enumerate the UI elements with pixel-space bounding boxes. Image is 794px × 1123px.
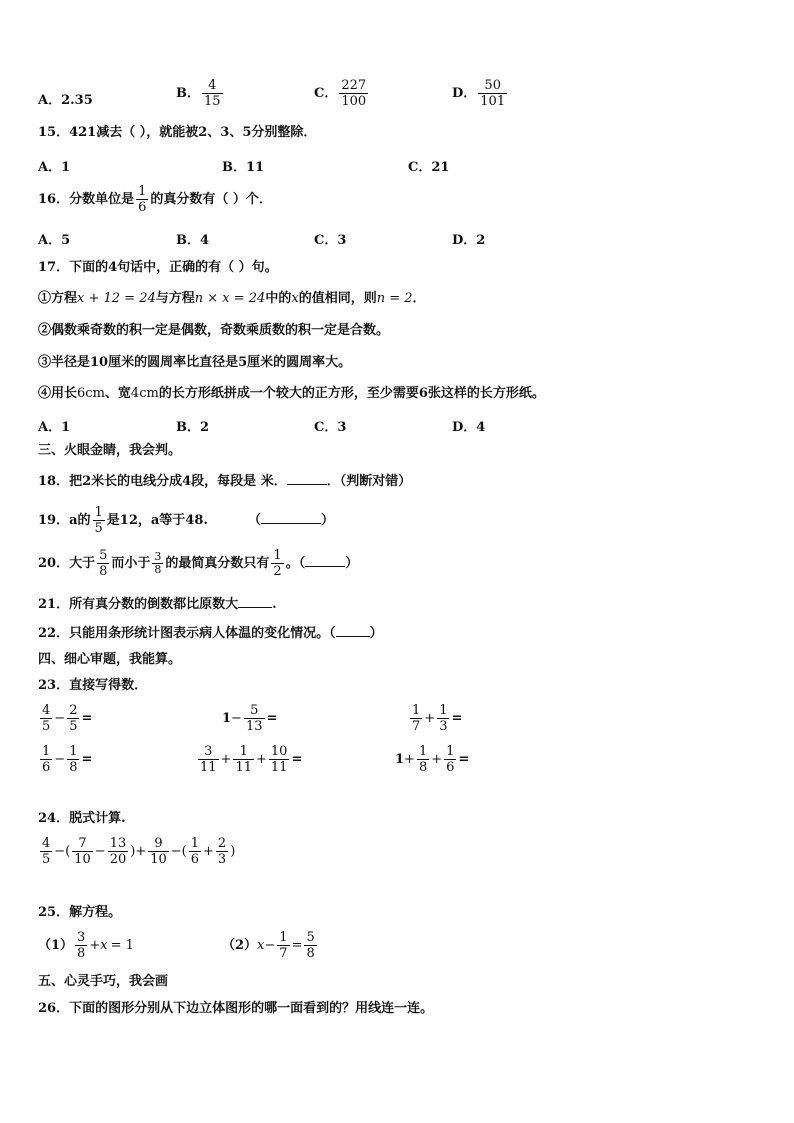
q16-option-d: D．2 — [452, 233, 486, 248]
q23-expr-6: 1+ $\frac{1}{8}$ + $\frac{1}{6}$ = — [395, 744, 470, 775]
q25-stem: 25．解方程。 — [38, 905, 122, 920]
q23-expr-4: $\frac{1}{6}$ − $\frac{1}{8}$ = — [42, 744, 93, 775]
q16-stem: 16．分数单位是 $\frac{1}{6}$ 的真分数有（ ）个． — [38, 184, 272, 215]
q24-stem: 24．脱式计算. — [38, 811, 126, 826]
q15-option-a: A．1 — [38, 160, 71, 175]
q24-expression: $\frac{4}{5}$ −( $\frac{7}{10}$ − $\frac{13}{20}$ )+ $\frac{9}{10}$ −( $\frac{1}{6}$ + $\frac{2}{3}$ ) — [42, 836, 236, 867]
q17-statement-1: ①方程x + 12 = 24与方程n × x = 24中的x的值相同，则n = 2． — [38, 291, 426, 306]
answer-blank[interactable] — [305, 553, 345, 567]
q14-option-b: B． $\frac{4}{15}$ — [176, 78, 221, 109]
q23-expr-2: 1− $\frac{5}{13}$ = — [222, 703, 278, 734]
q23-expr-1: $\frac{4}{5}$ − $\frac{2}{5}$ = — [42, 703, 93, 734]
q17-option-c: C．3 — [314, 420, 347, 435]
q15-option-c: C．21 — [408, 160, 450, 175]
q14-option-d: D． $\frac{50}{101}$ — [452, 78, 506, 109]
q14-option-a: A．2.35 — [38, 93, 93, 108]
q15-option-b: B．11 — [222, 160, 265, 175]
section-3-heading: 三、火眼金睛，我会判。 — [38, 443, 182, 458]
fraction: $\frac{50}{101}$ — [480, 78, 506, 109]
q25-equation-1: （1） $\frac{3}{8}$ +x = 1 — [38, 930, 134, 961]
q23-expr-3: $\frac{1}{7}$ + $\frac{1}{3}$ = — [412, 703, 463, 734]
q17-statement-3: ③半径是10厘米的圆周率比直径是5厘米的圆周率大。 — [38, 355, 352, 370]
q22-stem: 22．只能用条形统计图表示病人体温的变化情况。（ ） — [38, 623, 383, 643]
q25-equation-2: （2）x− $\frac{1}{7}$ = $\frac{5}{8}$ — [222, 930, 315, 961]
q26-stem: 26．下面的图形分别从下边立体图形的哪一面看到的？用线连一连。 — [38, 1001, 434, 1016]
q20-stem: 20．大于 $\frac{5}{8}$ 而小于 $\frac{3}{8}$ 的最简真分数只有 $\frac{1}{2}$ 。（ ） — [38, 548, 359, 579]
q23-stem: 23．直接写得数． — [38, 678, 148, 693]
fraction: $\frac{4}{15}$ — [204, 78, 221, 109]
q21-stem: 21．所有真分数的倒数都比原数大 . — [38, 594, 277, 614]
q17-statement-2: ②偶数乘奇数的积一定是偶数，奇数乘质数的积一定是合数。 — [38, 323, 390, 338]
q15-stem: 15．421减去（ ），就能被2、3、5分别整除． — [38, 125, 317, 140]
q16-option-b: B．4 — [176, 233, 210, 248]
q17-option-b: B．2 — [176, 420, 210, 435]
q14-option-c: C． $\frac{227}{100}$ — [314, 78, 367, 109]
q23-expr-5: $\frac{3}{11}$ + $\frac{1}{11}$ + $\frac{10}{11}$ = — [200, 744, 303, 775]
answer-blank[interactable] — [287, 471, 327, 485]
fraction: $\frac{5}{8}$ — [99, 548, 108, 579]
answer-blank[interactable] — [238, 594, 272, 608]
section-5-heading: 五、心灵手巧，我会画 — [38, 974, 169, 989]
answer-blank[interactable] — [261, 510, 321, 524]
q17-statement-4: ④用长6cm、宽4cm的长方形纸拼成一个较大的正方形，至少需要6张这样的长方形纸。 — [38, 386, 545, 401]
fraction: $\frac{1}{2}$ — [273, 548, 282, 579]
q19-stem: 19．a的 $\frac{1}{5}$ 是12，a等于48. （ ） — [38, 505, 334, 536]
fraction: $\frac{227}{100}$ — [341, 78, 367, 109]
q17-stem: 17．下面的4句话中，正确的有（ ）句。 — [38, 260, 278, 275]
q16-option-a: A．5 — [38, 233, 71, 248]
section-4-heading: 四、细心审题，我能算。 — [38, 652, 182, 667]
q17-option-d: D．4 — [452, 420, 486, 435]
q16-option-c: C．3 — [314, 233, 347, 248]
q17-option-a: A．1 — [38, 420, 71, 435]
fraction: $\frac{3}{8}$ — [154, 550, 162, 576]
fraction: $\frac{1}{6}$ — [138, 184, 147, 215]
fraction: $\frac{1}{5}$ — [94, 505, 103, 536]
q18-stem: 18．把2米长的电线分成4段，每段是 米． ．（判断对错） — [38, 471, 411, 491]
answer-blank[interactable] — [336, 623, 370, 637]
